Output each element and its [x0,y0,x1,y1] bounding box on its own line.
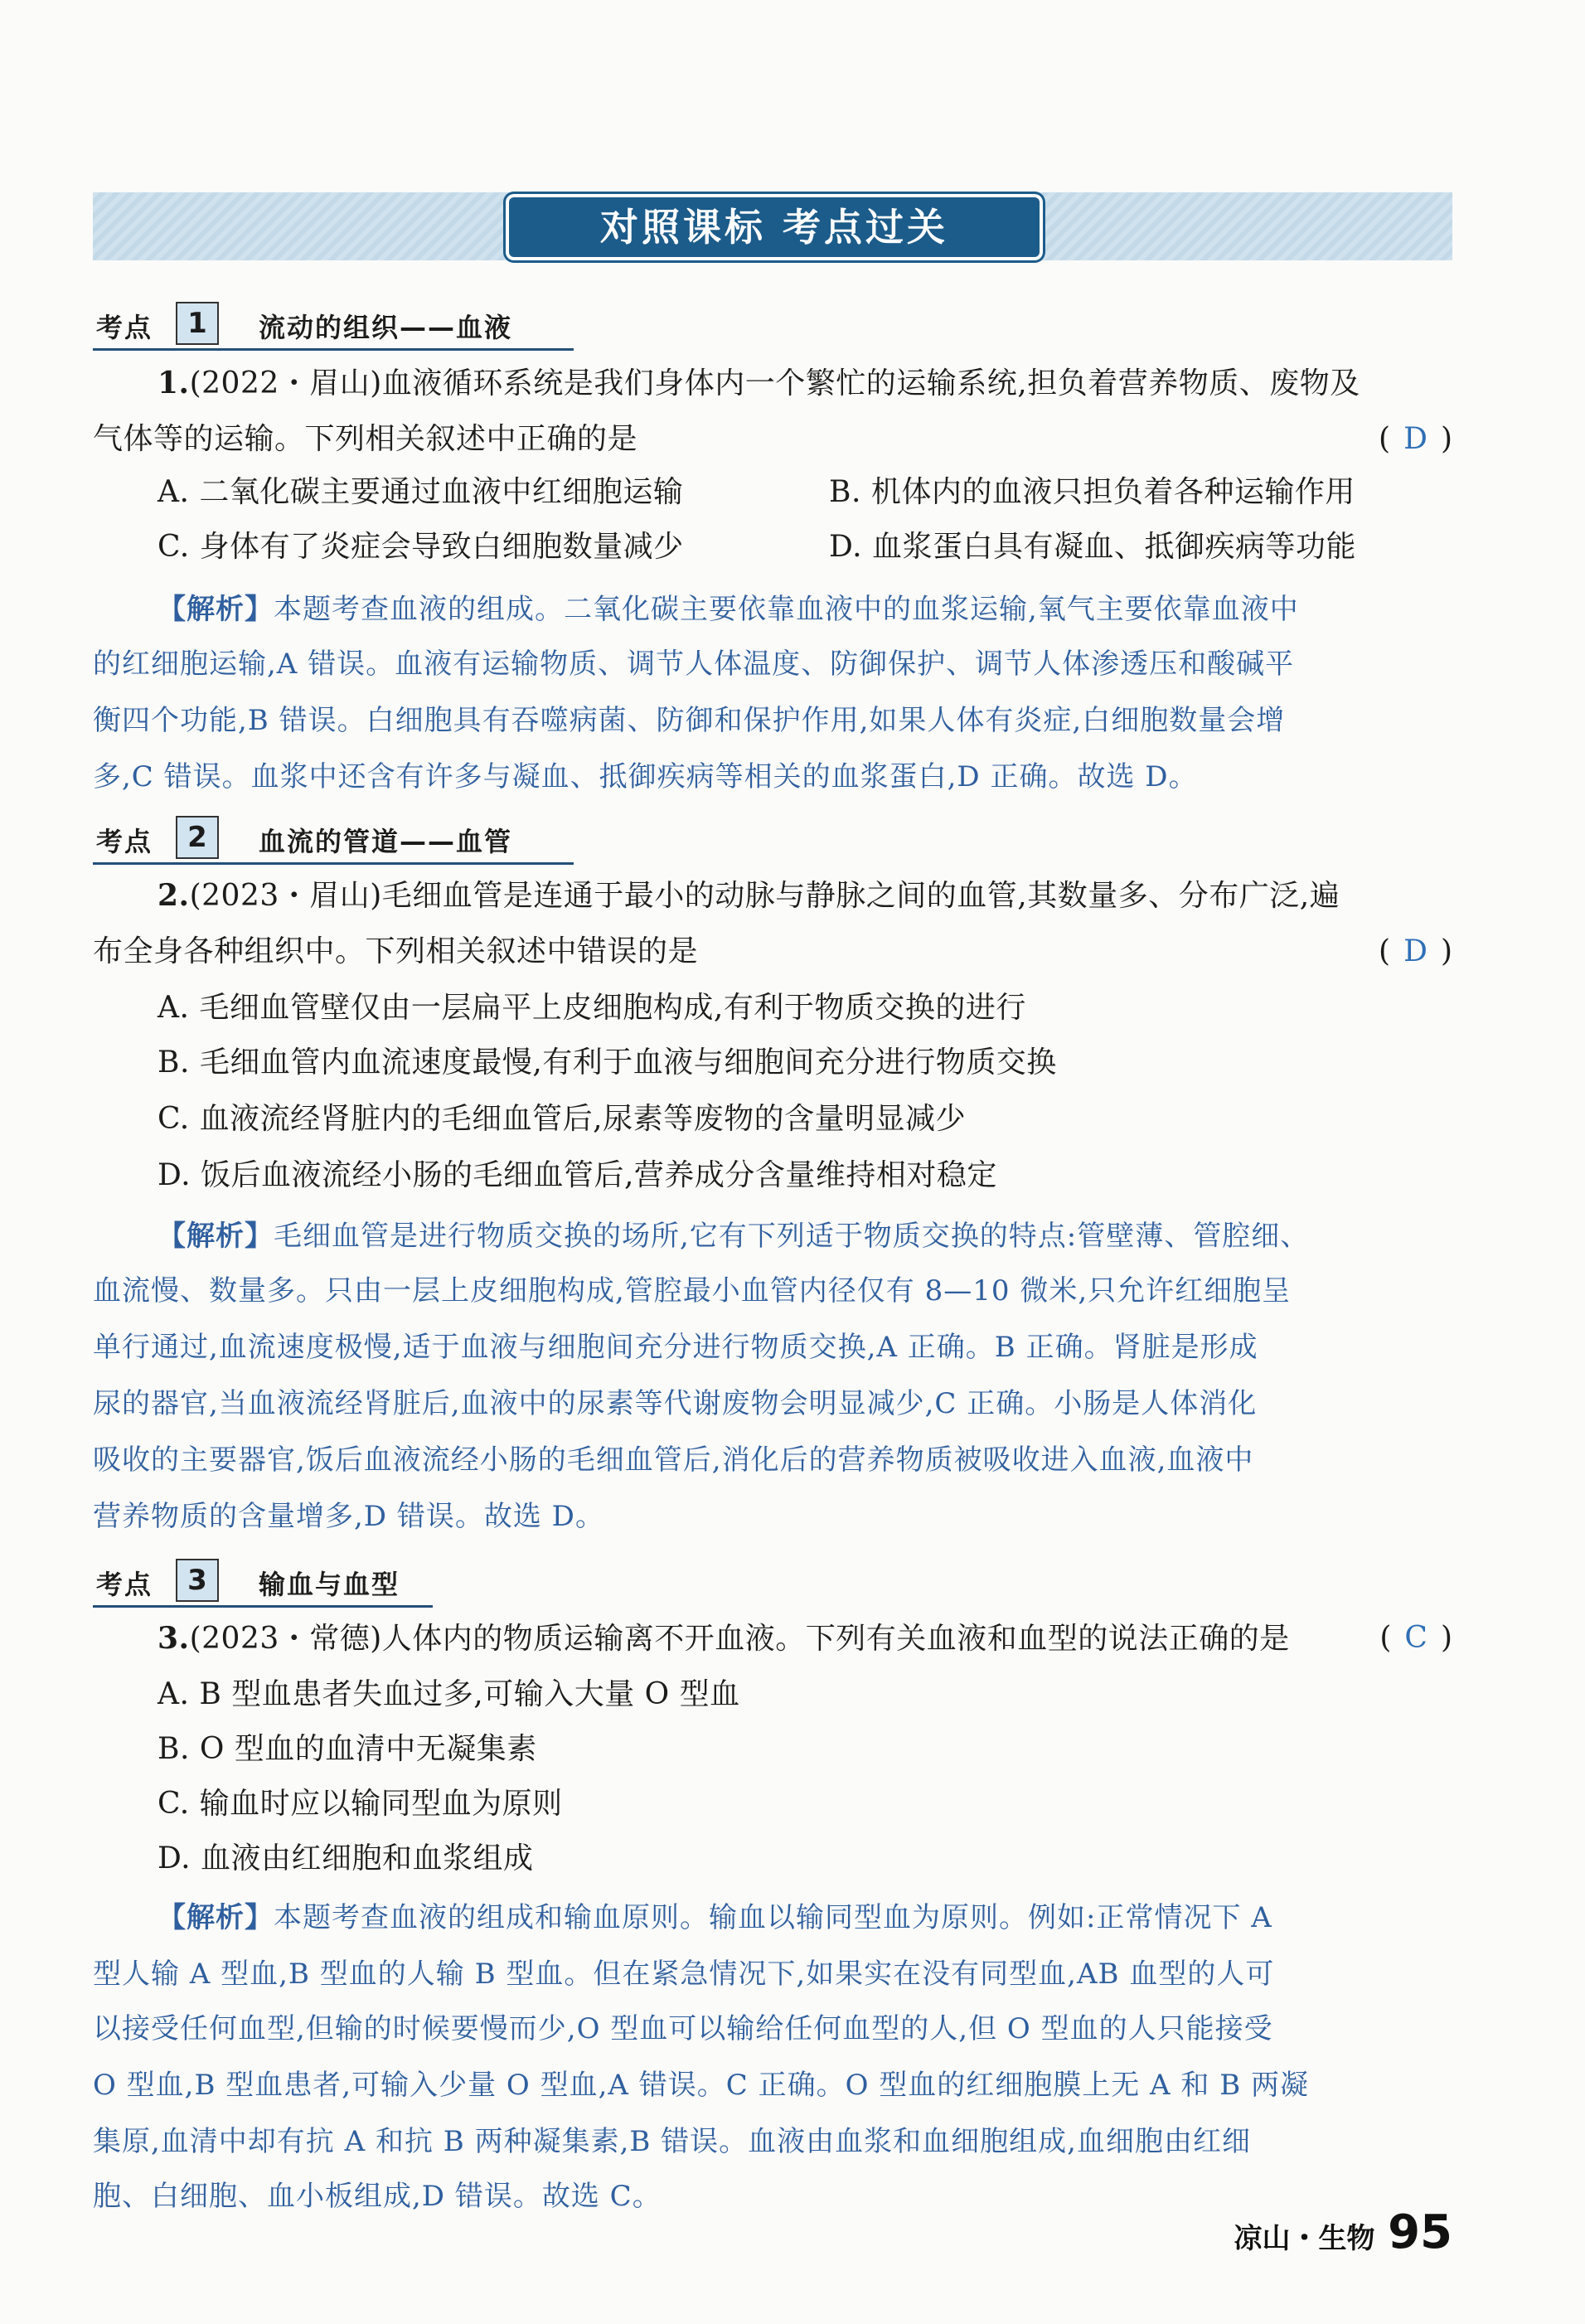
question-number: 2. [158,878,190,913]
option-a: A. B 型血患者失血过多,可输入大量 O 型血 [158,1677,740,1711]
question-number: 3. [158,1621,190,1656]
analysis-tag: 【解析】 [158,1901,274,1934]
option-b: B. 机体内的血液只担负着各种运输作用 [829,475,1355,509]
options-row [158,473,1517,512]
section-label: 考点 [96,312,153,343]
analysis-line: 型人输 A 型血,B 型血的人输 B 型血。但在紧急情况下,如果实在没有同型血,AB 血型的人可 [93,1958,1275,1991]
option-b: B. O 型血的血清中无凝集素 [158,1732,537,1766]
question-3-stem [158,1618,1517,1659]
analysis-line: 【解析】本题考查血液的组成和输血原则。输血以输同型血为原则。例如:正常情况下 A [158,1901,1272,1934]
option-a: A. 二氧化碳主要通过血液中红细胞运输 [158,475,684,509]
section-number-badge: 2 [176,816,219,859]
answer-blank [1350,932,1452,972]
option-b: B. 毛细血管内血流速度最慢,有利于血液与细胞间充分进行物质交换 [158,1046,1057,1080]
answer-paren: ) [1440,422,1452,456]
section-title: 输血与血型 [259,1569,400,1600]
analysis-line: 血流慢、数量多。只由一层上皮细胞构成,管腔最小血管内径仅有 8—10 微米,只允许红细胞呈 [93,1274,1292,1308]
answer-paren: ) [1440,1621,1452,1655]
analysis-line: 【解析】本题考查血液的组成。二氧化碳主要依靠血液中的血浆运输,氧气主要依靠血液中 [158,593,1299,626]
answer-paren: ( [1379,422,1391,456]
analysis-line: 吸收的主要器官,饭后血液流经小肠的毛细血管后,消化后的营养物质被吸收进入血液,血液中 [93,1443,1254,1477]
answer-value: D [1403,934,1427,968]
answer-blank [1350,1618,1452,1658]
question-stem-line: 气体等的运输。下列相关叙述中正确的是 [93,422,638,456]
question-stem-line: 布全身各种组织中。下列相关叙述中错误的是 [93,934,699,968]
section-header-2 [93,816,574,866]
analysis-tag: 【解析】 [158,1220,274,1253]
analysis-line: 的红细胞运输,A 错误。血液有运输物质、调节人体温度、防御保护、调节人体渗透压和酸碱平 [93,648,1295,681]
analysis-line: O 型血,B 型血患者,可输入少量 O 型血,A 错误。C 正确。O 型血的红细胞膜上无 A 和 B 两凝 [93,2069,1310,2102]
question-stem-line: (2022・眉山)血液循环系统是我们身体内一个繁忙的运输系统,担负着营养物质、废物及 [189,366,1360,400]
option-d: D. 血浆蛋白具有凝血、抵御疾病等功能 [829,530,1356,564]
option-d: D. 血液由红细胞和血浆组成 [158,1841,534,1875]
analysis-line: 多,C 错误。血浆中还含有许多与凝血、抵御疾病等相关的血浆蛋白,D 正确。故选 D。 [93,760,1198,793]
question-stem-line: (2023・常德)人体内的物质运输离不开血液。下列有关血液和血型的说法正确的是 [189,1622,1290,1656]
section-underline [93,348,574,351]
section-underline [93,1605,433,1608]
question-number: 1. [158,366,190,400]
option-c: C. 输血时应以输同型血为原则 [158,1787,563,1821]
question-2-stem [158,876,1517,916]
option-d: D. 饭后血液流经小肠的毛细血管后,营养成分含量维持相对稳定 [158,1158,997,1192]
option-a: A. 毛细血管壁仅由一层扁平上皮细胞构成,有利于物质交换的进行 [158,991,1026,1025]
section-number-badge: 1 [176,302,219,345]
banner-title: 对照课标 考点过关 [509,197,1040,257]
section-label: 考点 [96,826,153,857]
page-footer [1234,2205,1452,2259]
analysis-line: 胞、白细胞、血小板组成,D 错误。故选 C。 [93,2180,662,2213]
answer-blank [1350,420,1452,459]
option-c: C. 血液流经肾脏内的毛细血管后,尿素等废物的含量明显减少 [158,1102,967,1136]
answer-paren: ( [1379,1621,1392,1655]
analysis-line: 衡四个功能,B 错误。白细胞具有吞噬病菌、防御和保护作用,如果人体有炎症,白细胞数量会增 [93,704,1286,737]
answer-value: D [1403,422,1427,456]
answer-value: C [1404,1621,1427,1655]
options-row [158,527,1517,567]
section-label: 考点 [96,1569,153,1600]
section-header-3 [93,1559,574,1608]
section-title: 流动的组织——血液 [259,312,513,343]
option-c: C. 身体有了炎症会导致白细胞数量减少 [158,530,684,564]
analysis-tag: 【解析】 [158,593,274,626]
analysis-line: 单行通过,血流速度极慢,适于血液与细胞间充分进行物质交换,A 正确。B 正确。肾脏是形成 [93,1331,1258,1364]
section-number-badge: 3 [176,1559,219,1602]
footer-text: 凉山・生物 [1234,2222,1375,2255]
analysis-line: 营养物质的含量增多,D 错误。故选 D。 [93,1500,604,1533]
analysis-line: 集原,血清中却有抗 A 和抗 B 两种凝集素,B 错误。血液由血浆和血细胞组成,血细胞由红细 [93,2125,1251,2158]
answer-paren: ( [1379,934,1391,968]
analysis-line: 以接受任何血型,但输的时候要慢而少,O 型血可以输给任何血型的人,但 O 型血的人只能接受 [93,2012,1273,2045]
section-title: 血流的管道——血管 [259,826,513,857]
answer-paren: ) [1440,934,1452,968]
question-stem-line: (2023・眉山)毛细血管是连通于最小的动脉与静脉之间的血管,其数量多、分布广泛,遍 [189,879,1340,913]
section-underline [93,862,574,865]
page-number: 95 [1388,2205,1452,2259]
question-1-stem [158,363,1517,404]
analysis-line: 【解析】毛细血管是进行物质交换的场所,它有下列适于物质交换的特点:管壁薄、管腔细、 [158,1220,1310,1253]
section-header-1 [93,302,574,352]
analysis-line: 尿的器官,当血液流经肾脏后,血液中的尿素等代谢废物会明显减少,C 正确。小肠是人体消化 [93,1387,1258,1420]
